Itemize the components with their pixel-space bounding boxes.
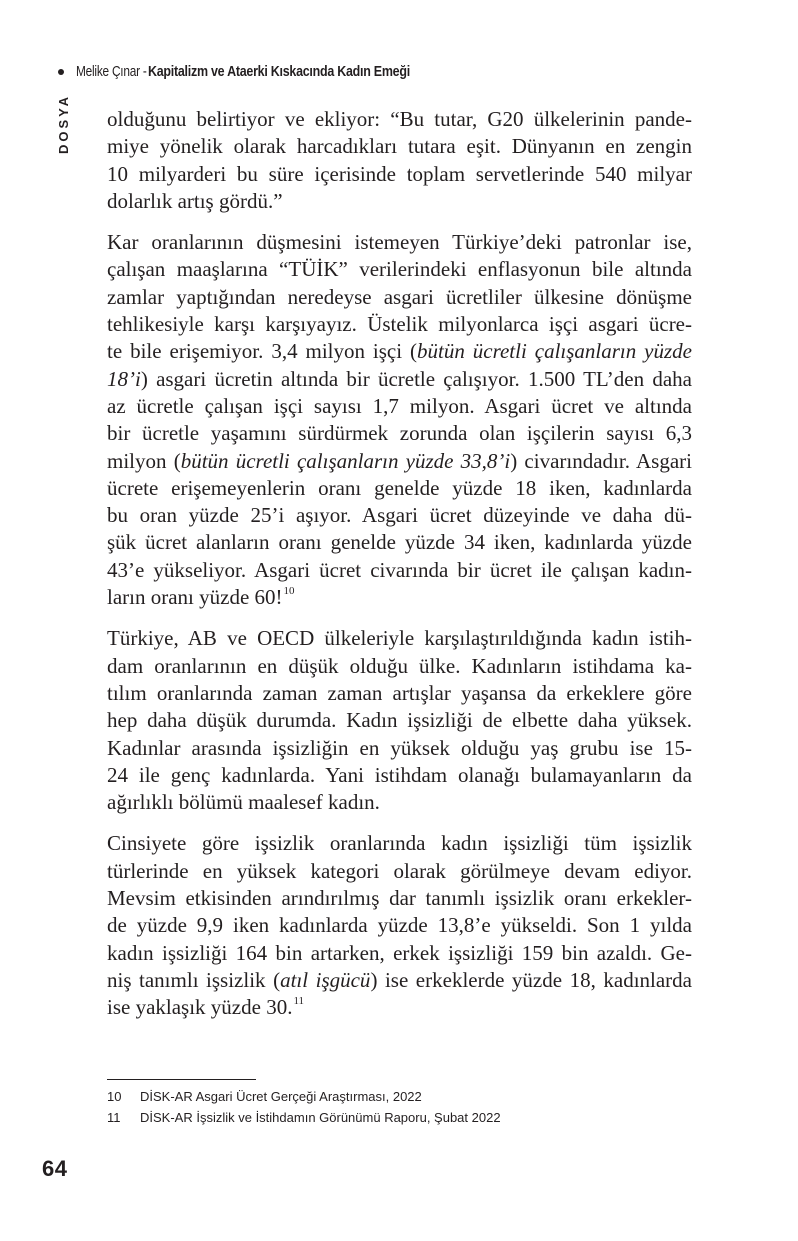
footnote-divider	[107, 1079, 256, 1080]
footnote-text: DİSK-AR İşsizlik ve İstihdamın Görünümü Raporu, Şubat 2022	[140, 1110, 501, 1125]
footnote	[107, 1086, 501, 1107]
text-line: ücrete erişemeyenlerin oranı genelde yüzde 18 iken, kadınlarda	[107, 475, 692, 500]
text-line: 24 ile genç kadınlarda. Yani istihdam olanağı bulamayanların da	[107, 762, 692, 787]
text-line: Cinsiyete göre işsizlik oranlarında kadın işsizliği tüm işsizlik	[107, 831, 692, 856]
text-line: bu oran yüzde 25’i aşıyor. Asgari ücret düzeyinde ve daha dü-	[107, 503, 692, 528]
text-line: dolarlık artış gördü.”	[107, 188, 283, 213]
text-line: zamlar yaptığından neredeyse asgari ücretliler ülkesine dönüşme	[107, 284, 692, 309]
text-line: tehlikesiyle karşı karşıyayız. Üstelik milyonlarca işçi asgari ücre-	[107, 312, 692, 337]
footnote	[107, 1107, 501, 1128]
text-line: milyon (bütün ücretli çalışanların yüzde 33,8’i) civarındadır. Asgari	[107, 448, 692, 473]
text-line: Mevsim etkisinden arındırılmış dar tanımlı işsizlik oranı erkekler-	[107, 886, 692, 911]
text-line: bir ücretle yaşamını sürdürmek zorunda olan işçilerin sayısı 6,3	[107, 421, 692, 446]
text-line: miye yönelik olarak harcadıkları tutara eşit. Dünyanın en zengin	[107, 134, 692, 159]
text-line: kadın işsizliği 164 bin artarken, erkek işsizliği 159 bin azaldı. Ge-	[107, 940, 692, 965]
text-line: ise yaklaşık yüzde 30.11	[107, 995, 305, 1020]
text-line: şük ücret alanların oranı genelde yüzde 34 iken, kadınlarda yüzde	[107, 530, 692, 555]
text-line: Kadınlar arasında işsizliğin en yüksek olduğu yaş grubu ise 15-	[107, 735, 692, 760]
bullet-icon	[58, 69, 64, 75]
text-line: az ücretle çalışan işçi sayısı 1,7 milyon. Asgari ücret ve altında	[107, 393, 692, 418]
footnote-number: 10	[107, 1089, 122, 1104]
footnote-number: 11	[107, 1110, 121, 1125]
text-line: Kar oranlarının düşmesini istemeyen Türkiye’deki patronlar ise,	[107, 230, 692, 255]
text-line: türlerinde en yüksek kategori olarak görülmeye devam ediyor.	[107, 858, 692, 883]
text-line: olduğunu belirtiyor ve ekliyor: “Bu tutar, G20 ülkelerinin pande-	[107, 107, 692, 131]
footnotes	[107, 1086, 501, 1128]
running-head-author: Melike Çınar -	[76, 64, 147, 80]
paragraph	[107, 625, 692, 816]
text-line: 43’e yükseliyor. Asgari ücret civarında bir ücret ile çalışan kadın-	[107, 557, 692, 582]
text-line: niş tanımlı işsizlik (atıl işgücü) ise erkeklerde yüzde 18, kadınlarda	[107, 967, 692, 992]
paragraph	[107, 229, 692, 611]
footnote-reference[interactable]: 11	[293, 995, 305, 1008]
page-number: 64	[42, 1156, 68, 1181]
italic-text: bütün ücretli çalışanların yüzde	[417, 339, 692, 364]
italic-text: bütün ücretli çalışanların yüzde 33,8’i	[180, 448, 511, 473]
text-line: ağırlıklı bölümü maalesef kadın.	[107, 790, 380, 815]
running-head-title: Kapitalizm ve Ataerki Kıskacında Kadın Emeği	[148, 64, 410, 80]
paragraph	[107, 106, 692, 215]
text-line: hep daha düşük durumda. Kadın işsizliği de elbette daha yüksek.	[107, 708, 692, 733]
text-line: 18’i) asgari ücretin altında bir ücretle çalışıyor. 1.500 TL’den daha	[107, 366, 692, 391]
text-line: dam oranlarının en düşük olduğu ülke. Kadınların istihdama ka-	[107, 653, 692, 678]
footnote-reference[interactable]: 10	[283, 585, 295, 598]
section-label: DOSYA	[56, 93, 71, 155]
text-line: tılım oranlarında zaman zaman artışlar yaşansa da erkeklere göre	[107, 680, 692, 705]
italic-text: atıl işgücü	[280, 967, 371, 992]
text-line: çalışan maaşlarına “TÜİK” verilerindeki enflasyonun bile altında	[107, 257, 692, 282]
footnote-text: DİSK-AR Asgari Ücret Gerçeği Araştırması, 2022	[140, 1089, 422, 1104]
text-line: de yüzde 9,9 iken kadınlarda yüzde 13,8’e yükseldi. Son 1 yılda	[107, 913, 692, 938]
italic-text: 18’i	[107, 366, 141, 391]
text-line: te bile erişemiyor. 3,4 milyon işçi (bütün ücretli çalışanların yüzde	[107, 339, 692, 364]
text-line: Türkiye, AB ve OECD ülkeleriyle karşılaştırıldığında kadın istih-	[107, 626, 692, 651]
text-line: 10 milyarderi bu süre içerisinde toplam servetlerinde 540 milyar	[107, 161, 692, 186]
running-head	[58, 64, 453, 80]
body-text	[107, 106, 692, 1036]
paragraph	[107, 830, 692, 1021]
text-line: ların oranı yüzde 60!$^{10}$	[107, 585, 295, 610]
